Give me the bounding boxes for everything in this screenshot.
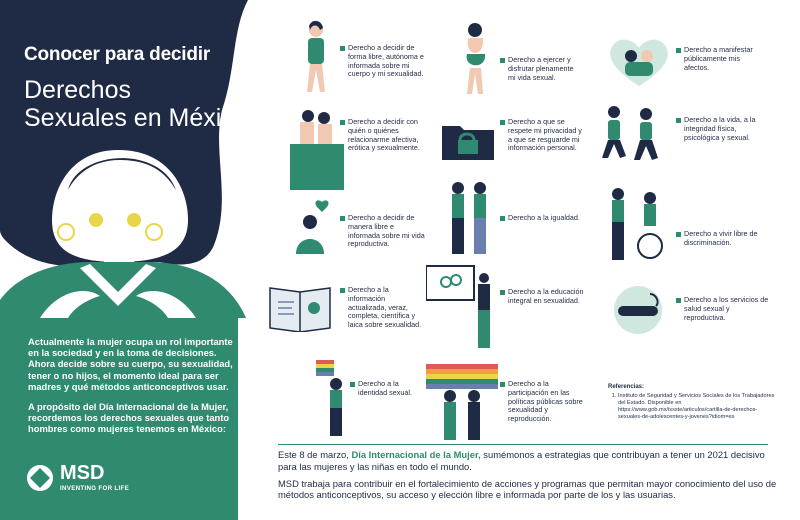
right-item — [340, 286, 424, 330]
bullet-icon — [676, 298, 681, 303]
right-item — [500, 288, 586, 306]
references-heading: Referencias: — [608, 384, 645, 390]
footer-paragraph-1 — [278, 449, 778, 473]
right-text: Derecho a la participación en las políticas públicas sobre sexualidad y reproducción. — [508, 379, 583, 424]
bullet-icon — [676, 48, 681, 53]
footer-pre: Este 8 de marzo, — [278, 449, 349, 460]
right-item — [500, 380, 590, 424]
rainbow-flag-couple-icon — [426, 362, 498, 442]
right-item — [340, 44, 425, 79]
bullet-icon — [340, 120, 345, 125]
right-item — [676, 46, 756, 72]
right-text: Derecho a decidir de manera libre e informada sobre mi vida reproductiva. — [348, 213, 425, 249]
woman-silhouette-icon — [455, 18, 499, 96]
right-text: Derecho a que se respete mi privacidad y a que se resguarde mi información personal. — [508, 117, 582, 153]
footer-highlight: Día Internacional de la Mujer, — [351, 449, 481, 460]
bullet-icon — [340, 216, 345, 221]
right-text: Derecho a la vida, a la integridad física, psicológica y sexual. — [684, 115, 756, 142]
bullet-icon — [340, 288, 345, 293]
jumping-people-icon — [600, 98, 668, 164]
title-line-2: Sexuales en México — [24, 104, 248, 132]
title-line-1: Derechos — [24, 76, 131, 104]
logo-tagline: INVENTING FOR LIFE — [60, 485, 129, 492]
padlock-folder-icon — [442, 120, 494, 160]
teacher-board-icon — [426, 264, 498, 350]
bullet-icon — [500, 58, 505, 63]
references — [608, 384, 778, 421]
intro-text — [28, 336, 238, 444]
right-item — [676, 116, 768, 142]
right-item — [676, 230, 766, 248]
footer-text — [278, 449, 778, 506]
footer-post: sumémonos a estrategias que contribuyan a tener un 2021 decisivo para las mujeres y las niñas en todo el mundo. — [278, 449, 765, 472]
intro-paragraph-1: Actualmente la mujer ocupa un rol importante en la sociedad y en la toma de decisiones. Ahora decide sobre su cuerpo, su sexualidad, tener o no hijos, el momento ideal para ser madres y qué métodos anticonceptivos usar. — [28, 336, 233, 392]
right-text: Derecho a la educación integral en sexualidad. — [508, 287, 584, 305]
bullet-icon — [340, 46, 345, 51]
bullet-icon — [500, 382, 505, 387]
bullet-icon — [350, 382, 355, 387]
wheelchair-friends-icon — [604, 184, 668, 262]
right-item — [500, 214, 586, 223]
kicker-title: Conocer para decidir — [24, 44, 211, 65]
bullet-icon — [500, 290, 505, 295]
person-heart-icon — [288, 198, 336, 254]
right-text: Derecho a vivir libre de discriminación. — [684, 229, 758, 247]
references-list — [608, 393, 778, 421]
msd-logo-icon — [26, 464, 54, 492]
right-text: Derecho a decidir con quién o quiénes relacionarme afectiva, erótica y sexualmente. — [348, 117, 420, 153]
right-text: Derecho a manifestar públicamente mis afectos. — [684, 45, 753, 72]
msd-logo — [26, 463, 129, 492]
two-people-icon — [442, 178, 498, 256]
right-text: Derecho a la identidad sexual. — [358, 379, 412, 397]
right-text: Derecho a decidir de forma libre, autónoma e informada sobre mi cuerpo y mi sexualidad. — [348, 43, 424, 79]
footer-paragraph-2: MSD trabaja para contribuir en el fortalecimiento de acciones y programas que permitan mayor conocimiento del uso de métodos anticonceptivos, su acceso y elección libre e informada por parte de los y las usuarias. — [278, 477, 777, 501]
woman-standing-icon — [290, 18, 342, 96]
right-text: Derecho a los servicios de salud sexual y reproductiva. — [684, 295, 769, 322]
pride-flag-person-icon — [314, 358, 354, 438]
right-item — [676, 296, 772, 322]
right-item — [340, 118, 426, 153]
right-text: Derecho a ejercer y disfrutar plenamente mi vida sexual. — [508, 55, 574, 82]
right-text: Derecho a la información actualizada, veraz, completa, científica y laica sobre sexualidad. — [348, 285, 422, 330]
right-item — [500, 56, 582, 82]
bullet-icon — [500, 120, 505, 125]
divider — [278, 444, 768, 445]
right-item — [340, 214, 426, 249]
couple-bed-icon — [290, 104, 344, 190]
couple-heart-icon — [604, 34, 674, 88]
page-title — [24, 76, 248, 132]
bullet-icon — [500, 216, 505, 221]
right-item — [350, 380, 426, 398]
health-services-icon — [606, 284, 670, 336]
open-book-icon — [268, 282, 332, 332]
bullet-icon — [676, 232, 681, 237]
logo-name: MSD — [60, 462, 105, 484]
left-column — [0, 0, 248, 520]
right-item — [500, 118, 586, 153]
right-text: Derecho a la igualdad. — [508, 213, 580, 222]
intro-paragraph-2: A propósito del Día Internacional de la Mujer, recordemos los derechos sexuales que tanto hombres como mujeres tenemos en México: — [28, 401, 230, 435]
bullet-icon — [676, 118, 681, 123]
reference-item: 1. Instituto de Seguridad y Servicios Sociales de los Trabajadores del Estado. Disponible en https://www.gob.mx/issste/articulos/cartilla-de-derechos-sexuales-de-adolescentes-y-jovenes?idiom=es — [618, 393, 778, 421]
